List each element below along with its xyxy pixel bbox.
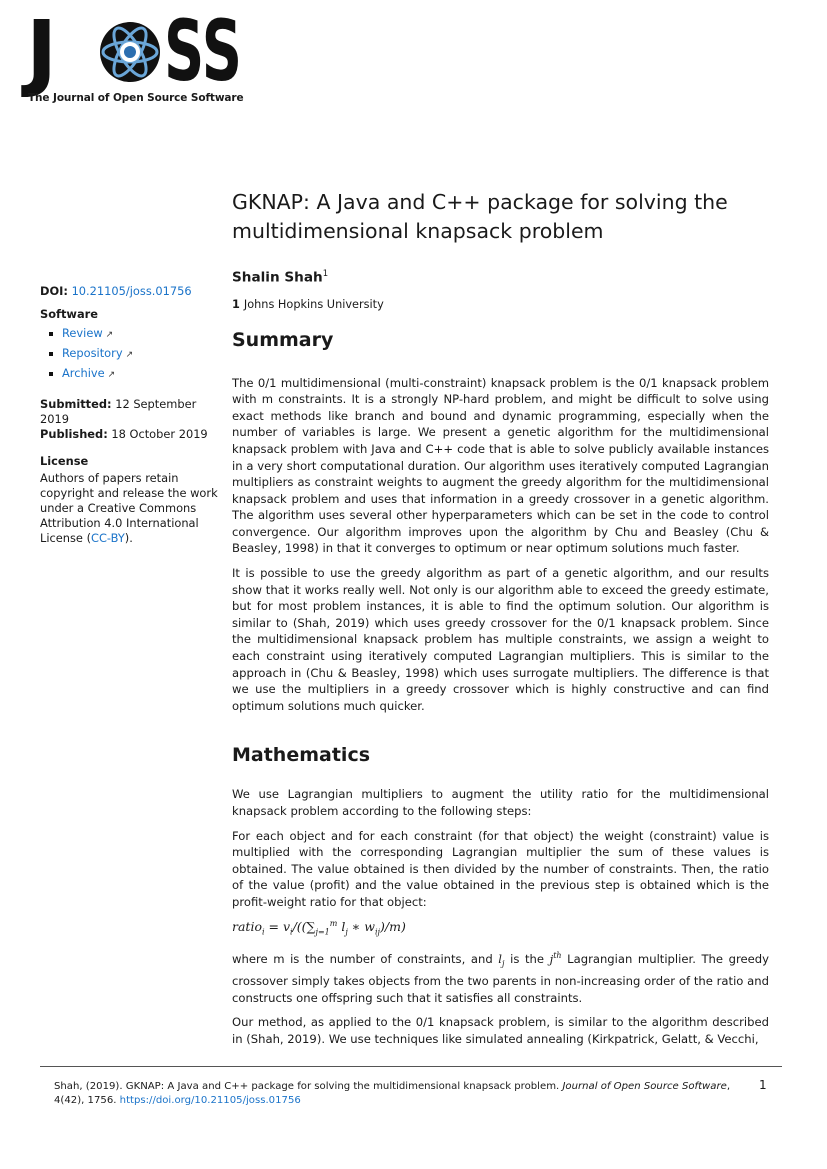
submitted-date: 12 September 2019 bbox=[40, 397, 197, 426]
cc-by-link[interactable]: CC-BY bbox=[91, 531, 125, 545]
author-name: Shalin Shah bbox=[232, 269, 323, 286]
joss-logo bbox=[26, 2, 244, 104]
license-title: License bbox=[40, 454, 89, 468]
logo-letters-ss: SS bbox=[164, 2, 242, 100]
license-text: Authors of papers retain copyright and release the work under a Creative Commons Attribution 4.0 International License (CC-BY). bbox=[40, 471, 218, 545]
summary-paragraph-1: The 0/1 multidimensional (multi-constraint) knapsack problem is the 0/1 knapsack problem with m constraints. It is a strongly NP-hard problem, and might be difficult to solve using exact methods like branch and bound and dynamic programming, especially when the number of variables is large. We present a genetic algorithm for the multidimensional knapsack problem with Java and C++ code that is able to solve publicly available instances in a very short computational duration. Our algorithm uses iteratively computed Lagrangian multipliers as constraint weights to augment the greedy algorithm for the multidimensional knapsack problem and uses that information in a greedy crossover in a genetic algorithm. The algorithm uses several other hyperparameters which can be set in the code to control convergence. Our algorithm improves upon the algorithm by Chu and Beasley (Chu & Beasley, 1998) in that it converges to optimum or near optimum solutions much faster. bbox=[232, 375, 769, 556]
footer-journal-name: Journal of Open Source Software bbox=[562, 1081, 727, 1092]
author-affiliation-marker: 1 bbox=[322, 269, 329, 279]
software-link-review[interactable]: Review ↗ bbox=[62, 326, 218, 343]
affiliation-number: 1 bbox=[232, 297, 240, 311]
logo-letter-j: J bbox=[26, 2, 58, 100]
summary-heading: Summary bbox=[232, 328, 334, 351]
submitted-line bbox=[40, 397, 218, 427]
external-link-icon: ↗ bbox=[107, 370, 116, 380]
submitted-label: Submitted: bbox=[40, 397, 112, 411]
published-label: Published: bbox=[40, 427, 108, 441]
doi-line bbox=[40, 284, 218, 299]
footer-citation: Shah, (2019). GKNAP: A Java and C++ package for solving the multidimensional knapsack problem. Journal of Open Source Software, 4(42), 1756. https://doi.org/10.21105/joss.01756 bbox=[54, 1081, 731, 1106]
logo-tagline: The Journal of Open Source Software bbox=[28, 92, 244, 104]
published-date: 18 October 2019 bbox=[111, 427, 208, 441]
footer-divider bbox=[40, 1066, 782, 1067]
dates bbox=[40, 397, 218, 442]
paper-title: GKNAP: A Java and C++ package for solving the multidimensional knapsack problem bbox=[232, 190, 728, 243]
page-number: 1 bbox=[759, 1078, 767, 1092]
mathematics-paragraph-1: We use Lagrangian multipliers to augment the utility ratio for the multidimensional knapsack problem according to the following steps: bbox=[232, 787, 769, 818]
author bbox=[232, 269, 769, 286]
ratio-equation: ratio$_i$ = $v_i/((\sum_{j=1}^m$ $l_j$ ∗ $w_{ij})/m$) bbox=[232, 918, 406, 937]
mathematics-paragraph-4: Our method, as applied to the 0/1 knapsack problem, is similar to the algorithm described in (Shah, 2019). We use techniques like simulated annealing (Kirkpatrick, Gelatt, & Vecchi, bbox=[232, 1015, 769, 1046]
affiliation-name: Johns Hopkins University bbox=[243, 297, 384, 311]
software-links bbox=[62, 326, 218, 383]
software-link-repository[interactable]: Repository ↗ bbox=[62, 346, 218, 363]
affiliation bbox=[232, 298, 769, 311]
sidebar bbox=[40, 284, 218, 546]
doi-link[interactable]: 10.21105/joss.01756 bbox=[71, 284, 192, 298]
software-link-archive[interactable]: Archive ↗ bbox=[62, 366, 218, 383]
mathematics-paragraph-3: where m is the number of constraints, and $l_j$ is the $j^{th}$ Lagrangian multiplier. The greedy crossover simply takes objects from the two parents in non-increasing order of the ratio and constructs one offspring such that it satisfies all constraints. bbox=[232, 951, 769, 1005]
atom-icon bbox=[100, 22, 160, 82]
paper-body bbox=[232, 188, 769, 1055]
summary-paragraph-2: It is possible to use the greedy algorithm as part of a genetic algorithm, and our results show that it works really well. Not only is our algorithm able to exceed the greedy estimate, but for most problem instances, it is able to find the optimum solution. Our algorithm is similar to (Shah, 2019) which uses greedy crossover for the 0/1 knapsack problem. Since the multidimensional knapsack problem has multiple constraints, we assign a weight to each constraint using iteratively computed Lagrangian multipliers. This is similar to the approach in (Chu & Beasley, 1998) which uses surrogate multipliers. The difference is that we use the multipliers in a greedy crossover which is highly constructive and can find optimum solutions much quicker. bbox=[232, 566, 769, 713]
footer-doi-link[interactable]: https://doi.org/10.21105/joss.01756 bbox=[119, 1094, 301, 1106]
published-line bbox=[40, 427, 218, 442]
software-title: Software bbox=[40, 307, 98, 321]
external-link-icon: ↗ bbox=[125, 350, 134, 360]
external-link-icon: ↗ bbox=[105, 330, 114, 340]
mathematics-paragraph-2: For each object and for each constraint (for that object) the weight (constraint) value is multiplied with the corresponding Lagrangian multiplier the sum of these values is obtained. The value obtained is then divided by the number of constraints. Then, the ratio of the value (profit) and the value obtained in the previous step is obtained which is the profit-weight ratio for that object: bbox=[232, 828, 769, 909]
mathematics-heading: Mathematics bbox=[232, 744, 371, 767]
doi-label: DOI: bbox=[40, 284, 68, 298]
